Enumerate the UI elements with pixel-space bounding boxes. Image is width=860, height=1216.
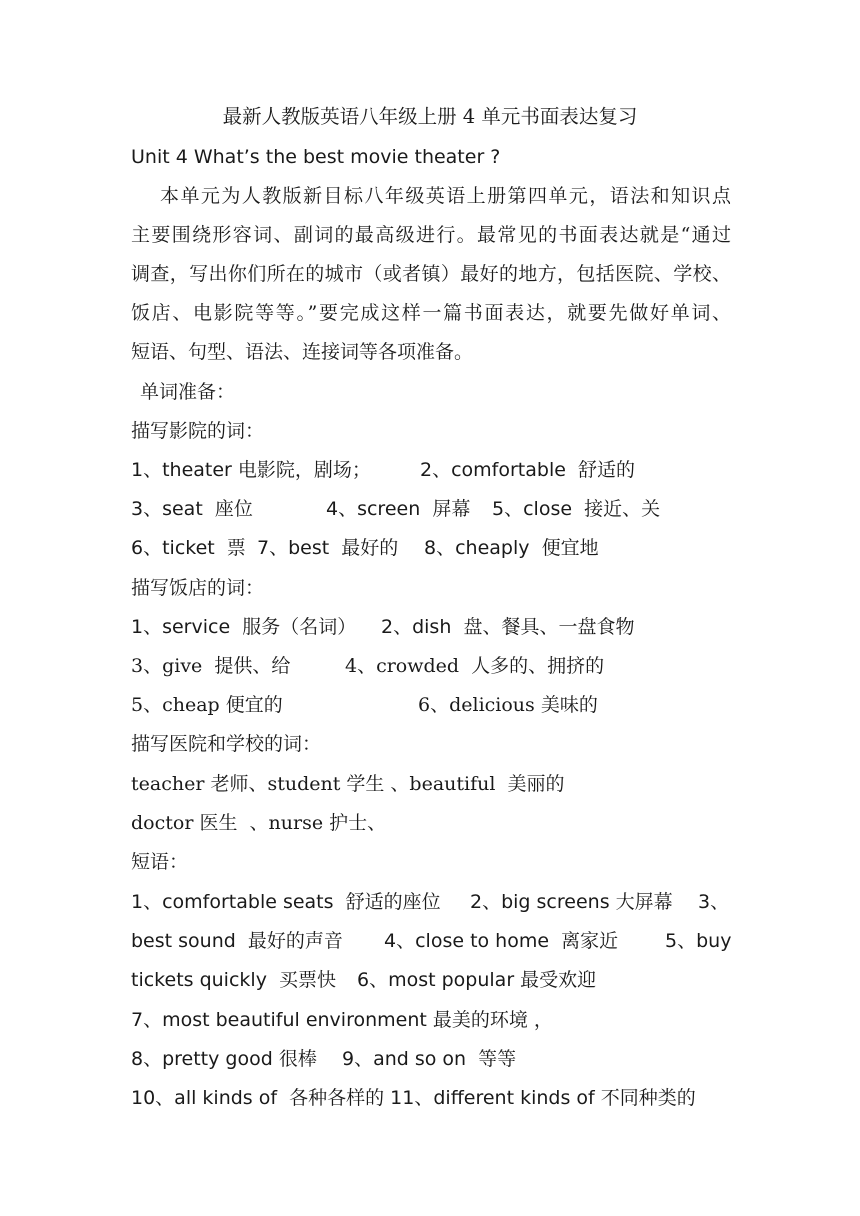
unit-heading: Unit 4 What’s the best movie theater ?	[131, 146, 501, 168]
phrase-item: 4、close to home 离家近	[384, 930, 619, 952]
word-item: 1、theater 电影院，剧场；	[131, 459, 371, 481]
hospital-school-heading: 描写医院和学校的词：	[131, 733, 322, 755]
intro-line-4: 饭店、电影院等等。”要完成这样一篇书面表达，就要先做好单词、	[131, 302, 731, 324]
phrase-item: 5、buy	[665, 930, 732, 952]
word-item: 5、close 接近、关	[492, 498, 661, 520]
phrase-item: 6、most popular 最受欢迎	[357, 969, 597, 991]
document-title: 最新人教版英语八年级上册 4 单元书面表达复习	[222, 105, 638, 128]
word-item: 2、comfortable 舒适的	[420, 459, 635, 481]
phrase-item: 1、comfortable seats 舒适的座位	[131, 891, 441, 913]
word-item: 1、service 服务（名词）	[131, 616, 357, 638]
word-item: 4、crowded 人多的、拥挤的	[345, 655, 605, 677]
word-item: 3、seat 座位	[131, 498, 253, 520]
word-item: 3、give 提供、给	[131, 655, 291, 677]
word-item: 7、best 最好的	[257, 537, 399, 559]
intro-line-1: 本单元为人教版新目标八年级英语上册第四单元，语法和知识点	[160, 185, 731, 207]
phrase-item: 9、and so on 等等	[342, 1048, 517, 1070]
word-item: doctor 医生 、nurse 护士、	[131, 812, 387, 834]
word-item: 4、screen 屏幕	[326, 498, 471, 520]
word-item: 8、cheaply 便宜地	[424, 537, 599, 559]
restaurant-heading: 描写饭店的词：	[131, 577, 265, 599]
phrase-item: best sound 最好的声音	[131, 930, 343, 952]
word-item: 6、ticket 票	[131, 537, 246, 559]
word-item: 6、delicious 美味的	[418, 694, 598, 716]
phrases-heading: 短语：	[131, 851, 189, 873]
phrase-item: 7、most beautiful environment 最美的环境 ，	[131, 1009, 553, 1031]
word-item: 2、dish 盘、餐具、一盘食物	[381, 616, 635, 638]
phrase-item: 8、pretty good 很棒	[131, 1048, 317, 1070]
phrase-item: tickets quickly 买票快	[131, 969, 337, 991]
intro-line-2: 主要围绕形容词、副词的最高级进行。最常见的书面表达就是“通过	[131, 224, 731, 246]
intro-line-3: 调查，写出你们所在的城市（或者镇）最好的地方，包括医院、学校、	[131, 263, 731, 285]
word-item: teacher 老师、student 学生 、beautiful 美丽的	[131, 773, 565, 795]
phrase-item: 2、big screens 大屏幕	[470, 891, 673, 913]
phrase-item: 10、all kinds of 各种各样的 11、different kinds of 不同种类的	[131, 1087, 696, 1109]
words-heading: 单词准备：	[140, 381, 236, 403]
intro-line-5: 短语、句型、语法、连接词等各项准备。	[131, 341, 474, 363]
phrase-item: 3、	[698, 891, 730, 913]
theater-heading: 描写影院的词：	[131, 420, 265, 442]
word-item: 5、cheap 便宜的	[131, 694, 283, 716]
